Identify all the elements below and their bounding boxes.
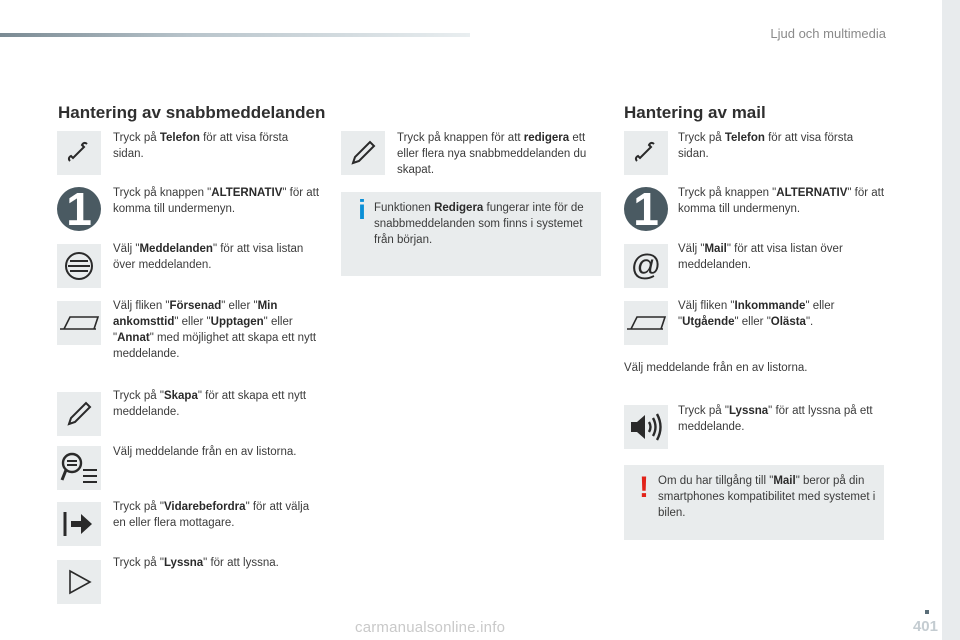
right-heading: Hantering av mail bbox=[624, 103, 766, 122]
left-step-listen: Tryck på "Lyssna" för att lyssna. bbox=[113, 557, 279, 569]
right-step-phone: Tryck på Telefon för att visa första sidan. bbox=[678, 132, 854, 160]
middle-step-edit: Tryck på knappen för att redigera ett eller flera nya snabbmeddelanden du skapat. bbox=[397, 132, 587, 176]
speaker-icon bbox=[624, 405, 668, 449]
right-step-options: Tryck på knappen "ALTERNATIV" för att komma till undermenyn. bbox=[678, 187, 885, 215]
select-list-icon bbox=[57, 446, 101, 490]
forward-arrow-icon bbox=[57, 502, 101, 546]
left-step-tabs: Välj fliken "Försenad" eller "Min ankomsttid" eller "Upptagen" eller "Annat" med möjlighet att skapa ett nytt meddelande. bbox=[113, 300, 317, 360]
info-icon: i bbox=[358, 194, 366, 225]
step-one-badge: 1 bbox=[57, 187, 101, 231]
left-step-select: Välj meddelande från en av listorna. bbox=[113, 446, 297, 458]
right-step-listen: Tryck på "Lyssna" för att lyssna på ett meddelande. bbox=[678, 405, 873, 433]
edit-pencil-icon bbox=[341, 131, 385, 175]
phone-icon bbox=[57, 131, 101, 175]
left-heading: Hantering av snabbmeddelanden bbox=[58, 103, 326, 122]
left-step-create: Tryck på "Skapa" för att skapa ett nytt meddelande. bbox=[113, 390, 307, 418]
watermark: carmanualsonline.info bbox=[355, 619, 506, 636]
right-step-tabs: Välj fliken "Inkommande" eller "Utgående" eller "Olästa". bbox=[678, 300, 835, 328]
section-header: Ljud och multimedia bbox=[770, 26, 886, 41]
mail-step-one-badge: 1 bbox=[624, 187, 668, 231]
left-step-options: Tryck på knappen "ALTERNATIV" för att komma till undermenyn. bbox=[113, 187, 320, 215]
info-note-text: Funktionen Redigera fungerar inte för de snabbmeddelanden som finns i systemet från början. bbox=[374, 202, 584, 246]
left-step-forward: Tryck på "Vidarebefordra" för att välja en eller flera mottagare. bbox=[113, 501, 310, 529]
at-sign-glyph: @ bbox=[630, 249, 662, 282]
right-select-text: Välj meddelande från en av listorna. bbox=[624, 362, 808, 374]
play-icon bbox=[57, 560, 101, 604]
right-step-mail: Välj "Mail" för att visa listan över meddelanden. bbox=[678, 243, 843, 271]
page-marker-dot bbox=[925, 610, 929, 614]
warning-icon: ! bbox=[639, 471, 649, 504]
at-sign-icon bbox=[624, 244, 668, 288]
page-edge-tab bbox=[942, 0, 960, 640]
left-step-messages: Välj "Meddelanden" för att visa listan över meddelanden. bbox=[113, 243, 304, 271]
message-list-icon bbox=[57, 244, 101, 288]
warning-note bbox=[624, 465, 884, 540]
page-number: 401 bbox=[912, 618, 938, 635]
info-note bbox=[341, 192, 601, 276]
mail-phone-icon bbox=[624, 131, 668, 175]
left-step-phone: Tryck på Telefon för att visa första sidan. bbox=[113, 132, 289, 160]
mail-tab-icon bbox=[624, 301, 668, 345]
warning-note-text: Om du har tillgång till "Mail" beror på din smartphones kompatibilitet med systemet i bilen. bbox=[658, 475, 876, 519]
tab-icon bbox=[57, 301, 101, 345]
header-accent-bar bbox=[0, 33, 470, 37]
pencil-icon bbox=[57, 392, 101, 436]
